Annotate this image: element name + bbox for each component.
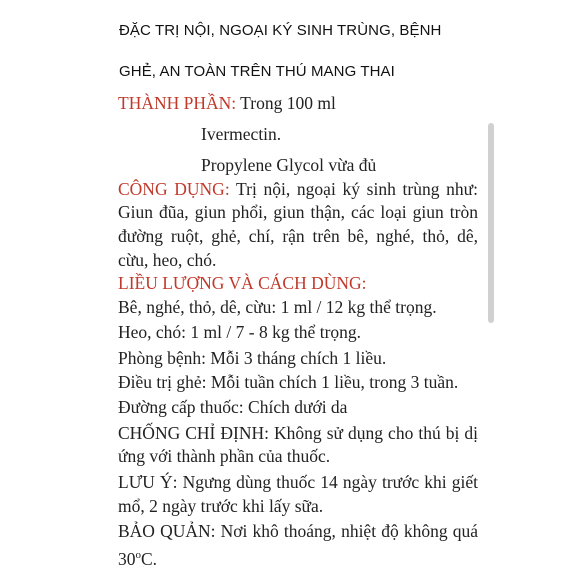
dosage-line-route: Đường cấp thuốc: Chích dưới da [118, 397, 348, 418]
dosage-line-pig-dog: Heo, chó: 1 ml / 7 - 8 kg thể trọng. [118, 322, 362, 343]
storage-paragraph [118, 520, 478, 571]
ingredient-ivermectin: Ivermectin. [201, 123, 282, 144]
ingredient-propylene-glycol: Propylene Glycol vừa đủ [201, 155, 377, 176]
vertical-scrollbar[interactable] [488, 123, 494, 323]
storage-degree-sup: o [135, 548, 141, 561]
storage-text-end: C. [141, 548, 158, 569]
ingredients-volume: Trong 100 ml [236, 93, 336, 113]
product-description [118, 92, 478, 571]
uses-text: Trị nội, ngoại ký sinh trùng như: Giun đũa, giun phổi, giun thận, các loại giun tròn đường ruột, ghẻ, chí, rận trên bê, nghé, thỏ, dê, cừu, heo, chó. [118, 178, 478, 270]
header-line-1: ĐẶC TRỊ NỘI, NGOẠI KÝ SINH TRÙNG, BỆNH [119, 22, 442, 39]
uses-paragraph [118, 178, 478, 272]
uses-label: CÔNG DỤNG: [118, 178, 230, 199]
header-line-2: GHẺ, AN TOÀN TRÊN THÚ MANG THAI [119, 63, 395, 80]
dosage-line-cattle: Bê, nghé, thỏ, dê, cừu: 1 ml / 12 kg thể trọng. [118, 296, 437, 317]
dosage-line-prevention: Phòng bệnh: Mỗi 3 tháng chích 1 liều. [118, 347, 387, 368]
dosage-heading: LIỀU LƯỢNG VÀ CÁCH DÙNG: [118, 273, 367, 294]
ingredients-label: THÀNH PHẦN: [118, 93, 237, 113]
storage-text: BẢO QUẢN: Nơi khô thoáng, nhiệt độ không quá 30 [118, 521, 478, 569]
ingredients-heading [118, 92, 478, 116]
dosage-line-scabies: Điều trị ghẻ: Mỗi tuần chích 1 liều, trong 3 tuần. [118, 371, 459, 392]
contraindication-paragraph: CHỐNG CHỈ ĐỊNH: Không sử dụng cho thú bị dị ứng với thành phần của thuốc. [118, 422, 478, 467]
caution-paragraph: LƯU Ý: Ngưng dùng thuốc 14 ngày trước khi giết mổ, 2 ngày trước khi lấy sữa. [118, 471, 478, 516]
